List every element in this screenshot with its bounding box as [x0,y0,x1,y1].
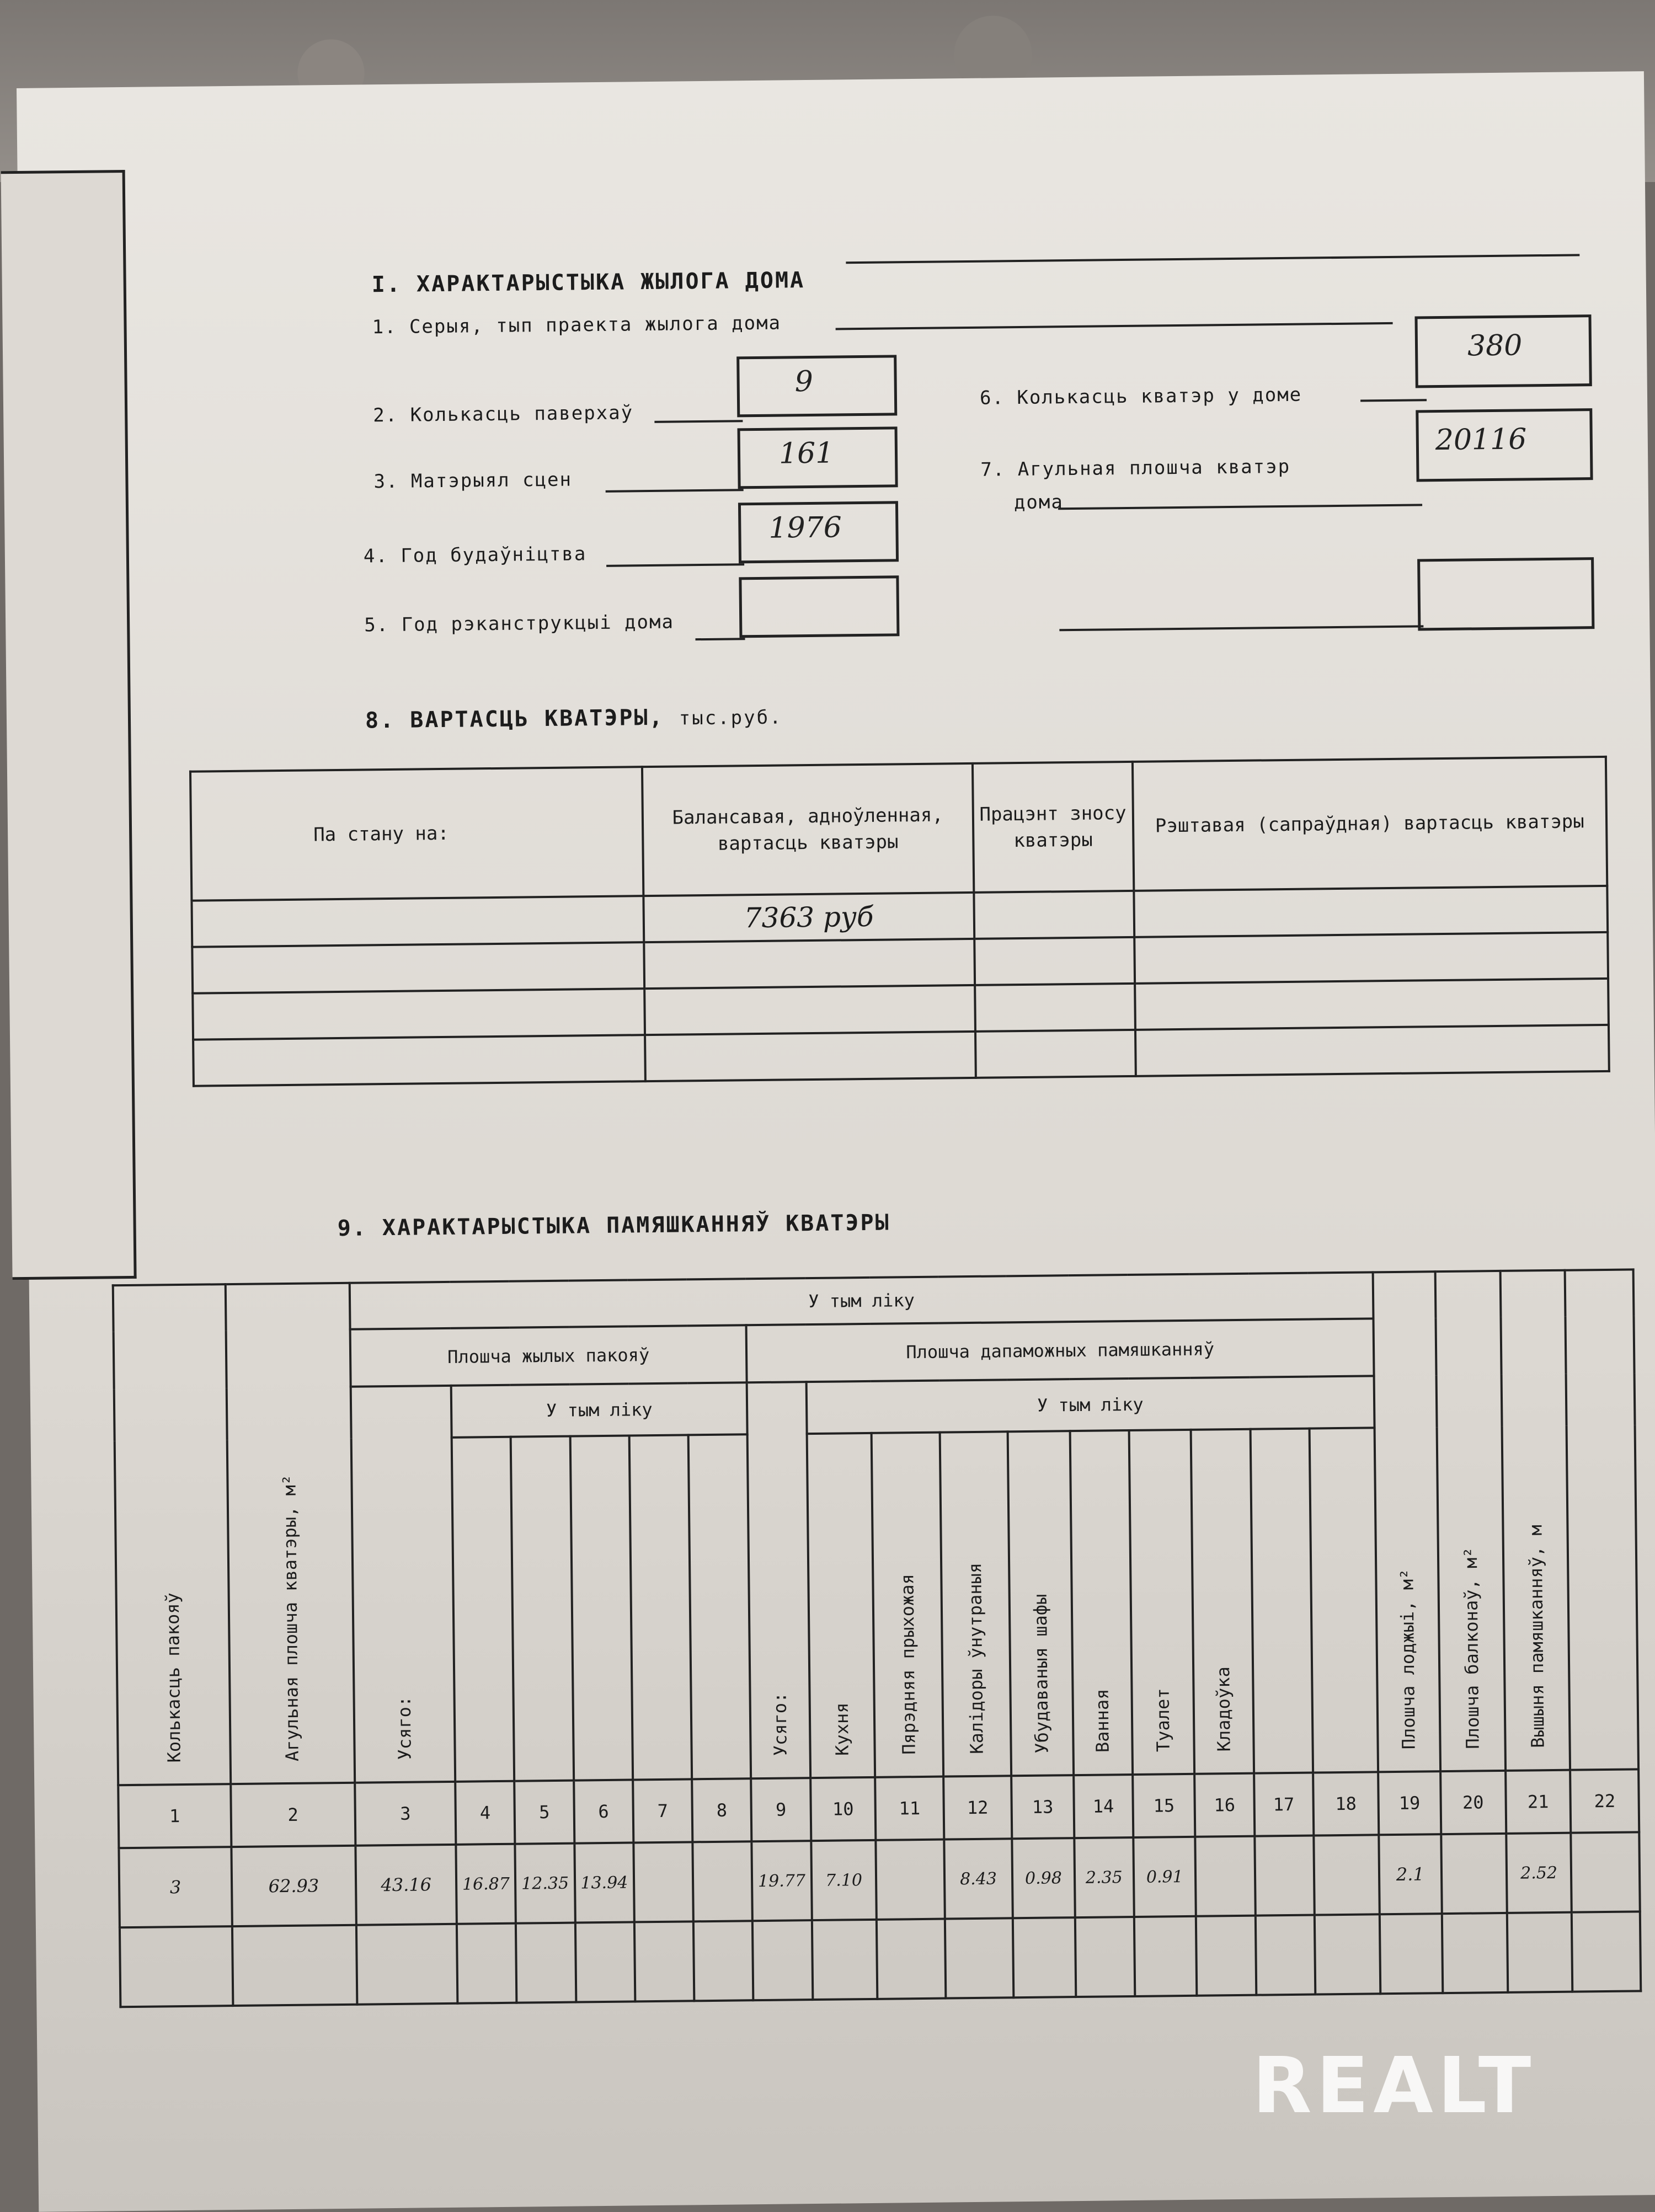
header-including-living: У тым ліку [451,1382,748,1438]
field-walls-label: 3. Матэрыял сцен [373,468,573,493]
cost-header-residual: Рэштавая (сапраўдная) вартасць кватэры [1132,757,1607,891]
col-rooms-count-label: Колькасць пакояў [162,1592,185,1763]
field-extra-box [1417,557,1594,631]
col-pantry-label: Кладоўка [1213,1666,1235,1752]
cell-room-7 [633,1842,693,1922]
col-hall-header [872,1433,943,1777]
cost-cell [975,1030,1136,1078]
col-kitchen-label: Кухня [831,1702,853,1756]
col-number: 5 [515,1781,574,1844]
empty-cell [1013,1917,1076,1997]
col-number: 6 [574,1780,633,1843]
field-walls-value: 161 [778,436,834,471]
field-floors-line [654,420,743,423]
col-8-header [688,1434,751,1779]
cell-bathroom: 2.35 [1074,1837,1134,1917]
col-number: 11 [875,1777,944,1840]
field-year-built-value: 1976 [768,511,842,545]
cell-room-6: 13.94 [574,1842,634,1922]
col-number: 8 [692,1778,751,1842]
col-wardrobes-header [1008,1431,1074,1776]
field-floors-value: 9 [794,365,814,399]
col-6-header [570,1436,633,1781]
col-number: 17 [1254,1773,1314,1836]
empty-cell [634,1921,695,2001]
cost-header-balance: Балансавая, адноўленная, вартасць кватэры [642,763,974,896]
empty-cell [1196,1916,1256,1996]
cost-cell [975,984,1135,1032]
col-kitchen-header [807,1433,875,1778]
col-number: 16 [1195,1773,1254,1837]
col-total-area-label: Агульная плошча кватэры, м² [279,1474,303,1762]
cost-cell [974,937,1135,985]
table-row [119,1832,1640,1927]
col-number: 18 [1313,1772,1379,1835]
empty-cell [877,1919,946,1999]
rooms-table [112,1268,1642,2008]
empty-cell [1442,1913,1507,1993]
cost-table-header-row [190,757,1607,901]
field-reconstruction-line [696,638,745,640]
field-flats-label: 6. Колькасць кватэр у доме [979,383,1302,409]
section9-title: 9. ХАРАКТАРЫСТЫКА ПАМЯШКАННЯЎ КВАТЭРЫ [337,1210,890,1242]
cost-cell [645,1032,976,1081]
cost-cell [193,989,645,1040]
field-total-area-line [1058,504,1422,510]
cost-cell [1135,1025,1609,1076]
col-living-total-label: Усяго: [393,1696,415,1760]
cost-cell [644,985,975,1035]
cell-height: 2.52 [1506,1833,1572,1913]
col-number: 15 [1133,1774,1195,1837]
col-number: 7 [633,1779,692,1842]
empty-cell [945,1918,1014,1998]
col-wardrobes-label: Убудаваныя шафы [1030,1594,1053,1754]
col-number: 19 [1378,1771,1441,1835]
realt-watermark-logo: REALT [1252,2041,1536,2131]
field-series-line [836,322,1393,330]
col-height-header [1500,1270,1570,1771]
field-walls-line [606,489,744,493]
empty-cell [1134,1916,1197,1996]
cost-cell [193,1035,645,1086]
cell-rooms-count: 3 [119,1847,232,1927]
section8-unit: тыс.руб. [679,706,783,730]
col-balcony-header [1435,1271,1505,1771]
col-number: 20 [1440,1771,1506,1834]
empty-cell [516,1923,576,2003]
section1-title-underline [846,254,1579,264]
cost-cell [1134,886,1608,937]
col-pantry-header [1191,1429,1254,1774]
field-year-built-label: 4. Год будаўніцтва [363,543,587,568]
empty-cell [1075,1917,1135,1997]
col-4-header [452,1437,515,1782]
col-living-total-header [351,1386,456,1783]
col-5-header [511,1436,574,1781]
col-corridors-label: Калідоры ўнутраныя [964,1562,988,1755]
col-toilet-label: Туалет [1152,1688,1174,1752]
field-floors-box [736,355,897,417]
cost-cell [1134,932,1608,984]
header-including: У тым ліку [350,1272,1374,1329]
cell-balcony [1441,1834,1507,1914]
empty-cell [1572,1911,1641,1991]
rooms-header-row-1 [113,1269,1634,1332]
cell-total-area: 62.93 [231,1846,356,1926]
section8-title-text: 8. ВАРТАСЦЬ КВАТЭРЫ, [365,704,664,734]
field-flats-value: 380 [1467,329,1523,363]
cost-table [189,756,1610,1087]
cost-cell [191,896,644,947]
table-row [120,1911,1641,2007]
empty-cell [1255,1915,1315,1995]
cell-22 [1571,1832,1640,1912]
cost-header-date: Па стану на: [190,767,643,901]
col-number: 14 [1074,1775,1133,1838]
section1-title: I. ХАРАКТАРЫСТЫКА ЖЫЛОГА ДОМА [371,268,805,298]
field-year-built-box [738,501,899,563]
header-including-aux: У тым ліку [806,1376,1374,1434]
col-number: 3 [355,1782,456,1846]
empty-cell [1315,1914,1381,1994]
empty-cell [1507,1912,1572,1992]
cell-corridors: 8.43 [944,1839,1013,1919]
field-total-area-value: 20116 [1435,423,1527,457]
empty-cell [120,1926,233,2007]
cost-cell [1135,979,1609,1030]
col-aux-total-header [747,1382,810,1778]
field-flats-box [1414,314,1592,388]
field-series-label: 1. Серыя, тып праекта жылога дома [372,312,782,339]
field-extra-line [1059,625,1423,631]
col-7-header [629,1435,692,1780]
col-number: 2 [231,1783,355,1847]
empty-cell [575,1922,636,2002]
left-page-frame [1,170,137,1280]
cell-17 [1254,1836,1315,1916]
field-total-area-label2: дома [1013,491,1064,514]
col-height-label: Вышыня памяшканняў, м [1524,1525,1549,1749]
cell-wardrobes: 0.98 [1012,1838,1075,1918]
cost-cell [192,942,644,993]
cell-toilet: 0.91 [1133,1837,1196,1917]
document-page [17,71,1655,2212]
col-number: 21 [1505,1770,1571,1834]
empty-cell [752,1920,813,2000]
cell-loggia: 2.1 [1379,1834,1442,1914]
col-number: 4 [455,1781,515,1845]
empty-cell [457,1924,517,2003]
col-loggia-label: Плошча лоджыі, м² [1396,1569,1419,1750]
col-hall-label: Пярэдняя прыхожая [896,1574,920,1755]
col-balcony-label: Плошча балконаў, м² [1460,1547,1483,1749]
empty-cell [693,1921,754,2001]
field-total-area-label: 7. Агульная плошча кватэр [980,455,1291,481]
field-flats-line [1360,399,1427,402]
field-reconstruction-box [739,575,899,638]
empty-cell [356,1924,458,2005]
col-corridors-header [939,1431,1011,1776]
col-bathroom-header [1070,1430,1133,1775]
field-walls-box [738,426,898,489]
cell-room-5: 12.35 [515,1844,575,1924]
col-17-header [1250,1429,1313,1773]
col-aux-total-label: Усяго: [769,1692,791,1756]
cost-header-wear: Працэнт зносу кватэры [973,762,1134,893]
col-total-area-header [225,1283,355,1784]
section8-title [365,704,783,734]
field-total-area-box [1416,408,1593,482]
cell-pantry [1195,1836,1256,1916]
cell-room-8 [692,1841,752,1921]
col-number: 12 [943,1776,1012,1839]
empty-cell [812,1920,877,2000]
cost-cell [974,891,1134,939]
col-loggia-header [1373,1271,1440,1772]
header-aux-area: Плошча дапаможных памяшканняў [746,1318,1374,1382]
col-rooms-count-header [113,1284,231,1785]
cell-kitchen: 7.10 [811,1840,877,1920]
cell-room-4: 16.87 [456,1844,516,1924]
col-number: 1 [118,1784,231,1848]
field-reconstruction-label: 5. Год рэканструкцыі дома [364,611,675,637]
field-floors-label: 2. Колькасць паверхаў [373,402,634,427]
empty-cell [1380,1914,1443,1994]
col-22-header [1565,1269,1638,1770]
col-number: 9 [751,1778,810,1841]
col-number: 13 [1011,1775,1074,1839]
field-year-built-line [606,563,744,567]
empty-cell [232,1925,357,2006]
cost-cell [644,939,975,989]
col-bathroom-label: Ванная [1091,1689,1113,1753]
col-toilet-header [1129,1430,1194,1775]
cell-aux-total: 19.77 [752,1841,812,1921]
cost-cell-balance: 7363 руб [643,893,974,942]
col-number: 22 [1571,1769,1640,1832]
cell-hall [876,1840,945,1920]
cell-18 [1314,1835,1380,1915]
col-18-header [1309,1428,1378,1772]
col-number: 10 [810,1777,876,1841]
header-living-area: Плошча жылых пакояў [350,1325,746,1387]
cell-living-total: 43.16 [355,1845,457,1925]
